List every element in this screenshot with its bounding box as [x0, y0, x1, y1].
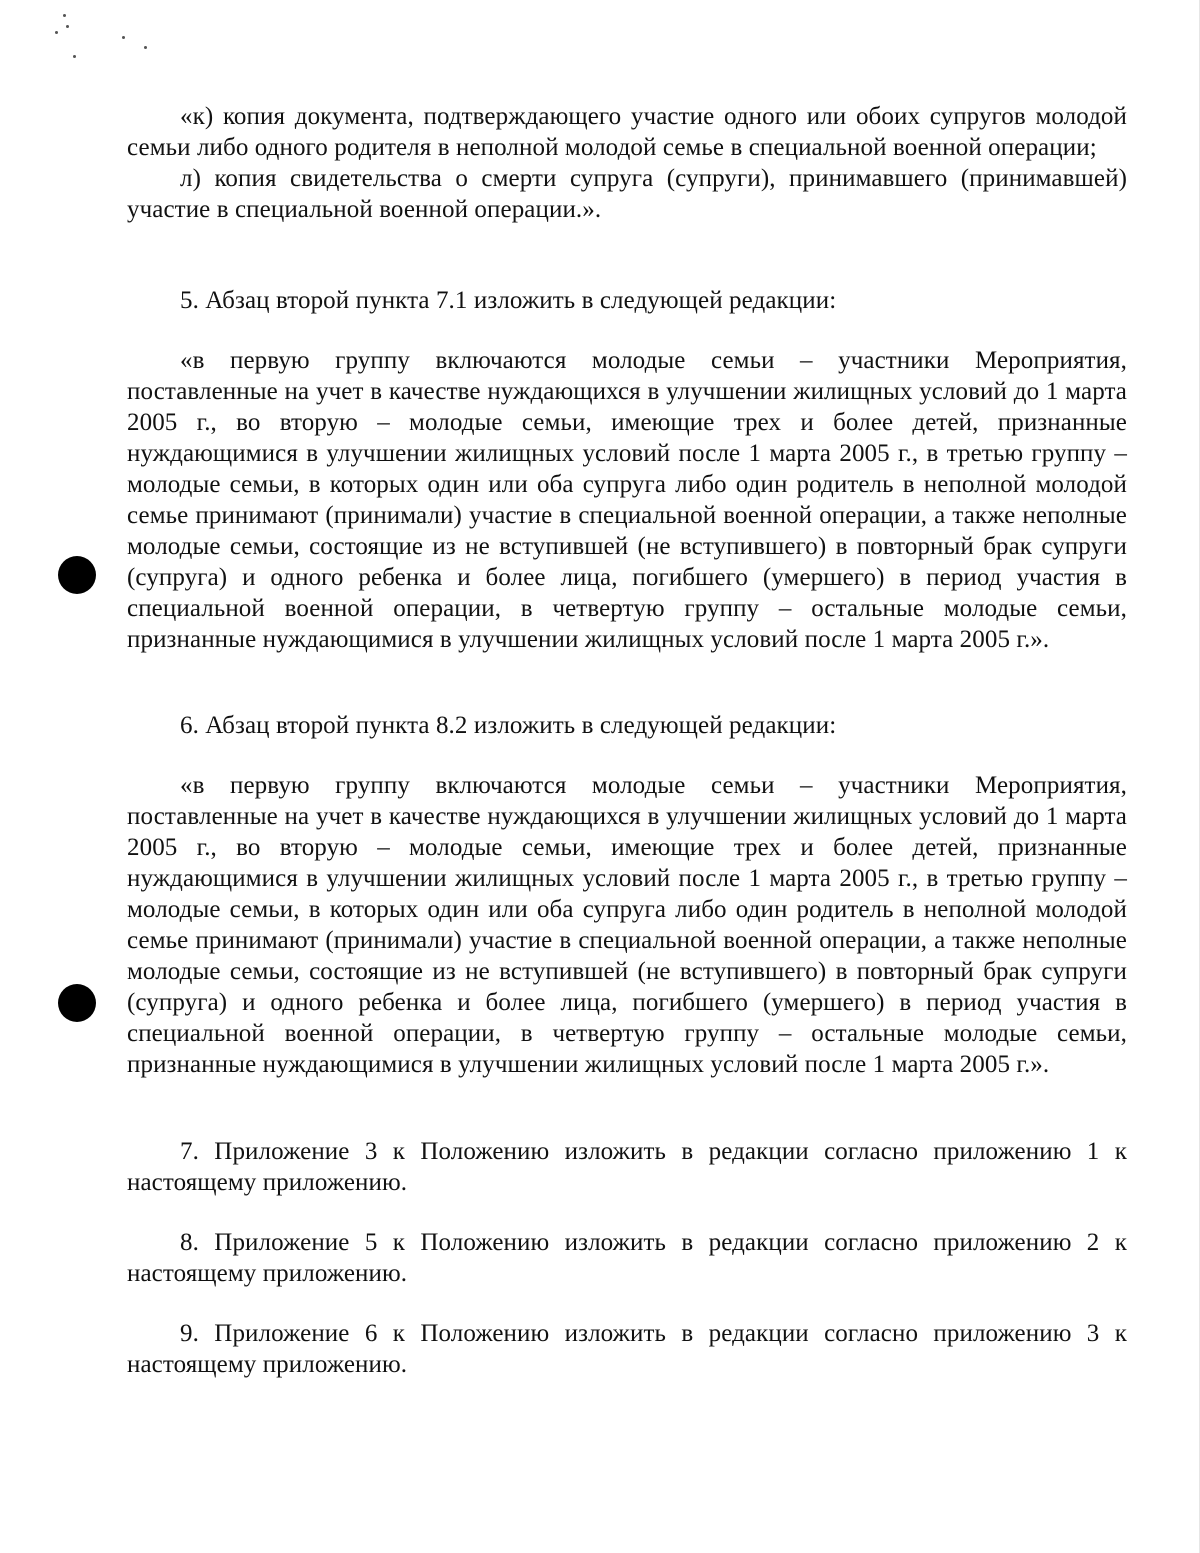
point-7-section [127, 1136, 1127, 1198]
point-7-paragraph: 7. Приложение 3 к Положению изложить в редакции согласно приложению 1 к настоящему приложению. [127, 1138, 1127, 1196]
point-9-section [127, 1318, 1127, 1380]
point-9-paragraph: 9. Приложение 6 к Положению изложить в редакции согласно приложению 3 к настоящему приложению. [127, 1320, 1127, 1378]
punch-hole-lower [58, 984, 96, 1022]
point-5-section [127, 285, 1127, 316]
point-5-quote-section [127, 345, 1127, 655]
point-8-paragraph: 8. Приложение 5 к Положению изложить в редакции согласно приложению 2 к настоящему приложению. [127, 1229, 1127, 1287]
list-item-k: «к) копия документа, подтверждающего участие одного или обоих супругов молодой семьи либо одного родителя в неполной молодой семье в специальной военной операции; [127, 103, 1127, 161]
point-8-section [127, 1227, 1127, 1289]
point-6-quote-section [127, 770, 1127, 1080]
punch-hole-upper [58, 556, 96, 594]
scan-speck [144, 46, 147, 49]
list-item-l: л) копия свидетельства о смерти супруга (супруги), принимавшего (принимавшей) участие в специальной военной операции.». [127, 165, 1127, 223]
point-6-heading: 6. Абзац второй пункта 8.2 изложить в следующей редакции: [180, 712, 837, 739]
scan-speck [63, 14, 66, 17]
scan-speck [73, 55, 76, 58]
point-6-quote-paragraph: «в первую группу включаются молодые семьи – участники Мероприятия, поставленные на учет в качестве нуждающихся в улучшении жилищных условий до 1 марта 2005 г., во вторую – молодые семьи, имеющие трех и более детей, признанные нуждающимися в улучшении жилищных условий после 1 марта 2005 г., в третью группу – молодые семьи, в которых один или оба супруга либо один родитель в неполной молодой семье принимают (принимали) участие в специальной военной операции, а также неполные молодые семьи, состоящие из не вступившей (не вступившего) в повторный брак супруги (супруга) и одного ребенка и более лица, погибшего (умершего) в период участия в специальной военной операции, в четвертую группу – остальные молодые семьи, признанные нуждающимися в улучшении жилищных условий после 1 марта 2005 г.». [127, 772, 1127, 1078]
scan-speck [122, 36, 125, 39]
point-5-quote-paragraph: «в первую группу включаются молодые семьи – участники Мероприятия, поставленные на учет в качестве нуждающихся в улучшении жилищных условий до 1 марта 2005 г., во вторую – молодые семьи, имеющие трех и более детей, признанные нуждающимися в улучшении жилищных условий после 1 марта 2005 г., в третью группу – молодые семьи, в которых один или оба супруга либо один родитель в неполной молодой семье принимают (принимали) участие в специальной военной операции, а также неполные молодые семьи, состоящие из не вступившей (не вступившего) в повторный брак супруги (супруга) и одного ребенка и более лица, погибшего (умершего) в период участия в специальной военной операции, в четвертую группу – остальные молодые семьи, признанные нуждающимися в улучшении жилищных условий после 1 марта 2005 г.». [127, 347, 1127, 653]
scan-speck [66, 25, 69, 28]
items-k-l-section [127, 101, 1127, 225]
scan-speck [55, 31, 58, 34]
point-6-section [127, 710, 1127, 741]
point-5-heading: 5. Абзац второй пункта 7.1 изложить в следующей редакции: [180, 287, 837, 314]
